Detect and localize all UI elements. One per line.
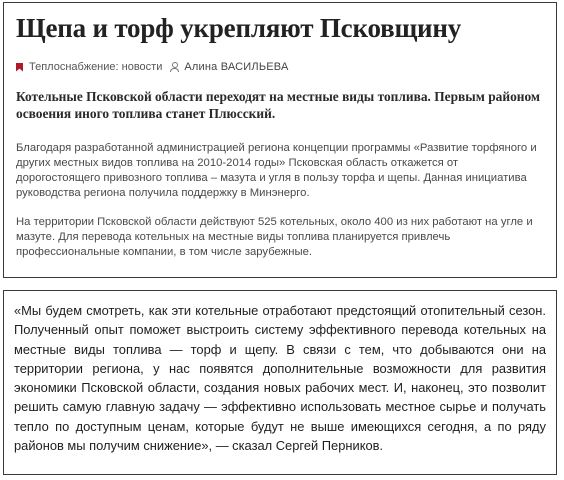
article-lead: Котельные Псковской области переходят на местные виды топлива. Первым районом освоения иного топлива станет Плюсский.: [16, 89, 541, 121]
article-meta: [16, 59, 542, 75]
quote-text: «Мы будем смотреть, как эти котельные отработают предстоящий отопительный сезон. Полученный опыт поможет выстроить систему эффективного перевода котельных на местные виды топлива — торф и щепу. В связи с тем, что добываются они на территории региона, у нас появятся дополнительные возможности для развития экономики Псковской области, создания новых рабочих мест. И, наконец, это позволит решить самую главную задачу — эффективно использовать местное сырье и получать тепло по доступным ценам, которые будут не выше имеющихся сегодня, а по ряду районов мы получим снижение», — сказал Сергей Перников.: [14, 303, 546, 454]
author-name: Алина ВАСИЛЬЕВА: [184, 61, 289, 73]
author-block: [170, 61, 288, 73]
quote-box: [3, 290, 557, 475]
article-title: Щепа и торф укрепляют Псковщину: [16, 13, 462, 43]
user-icon: [170, 62, 179, 72]
article-paragraph: На территории Псковской области действуют 525 котельных, около 400 из них работают на угле и мазуте. Для перевода котельных на местные виды топлива планируется привлечь профессиональные компании, в том числе зарубежные.: [16, 216, 533, 258]
bookmark-icon: [16, 63, 23, 72]
article-paragraph: Благодаря разработанной администрацией региона концепции программы «Развитие торфяного и других местных видов топлива на 2010-2014 годы» Псковская область откажется от дорогостоящего привозного топлива – мазута и угля в пользу торфа и щепы. Данная инициатива руководства региона получила поддержку в Минэнерго.: [16, 142, 537, 199]
category-link[interactable]: Теплоснабжение: новости: [29, 61, 163, 73]
article-card: [3, 2, 557, 278]
